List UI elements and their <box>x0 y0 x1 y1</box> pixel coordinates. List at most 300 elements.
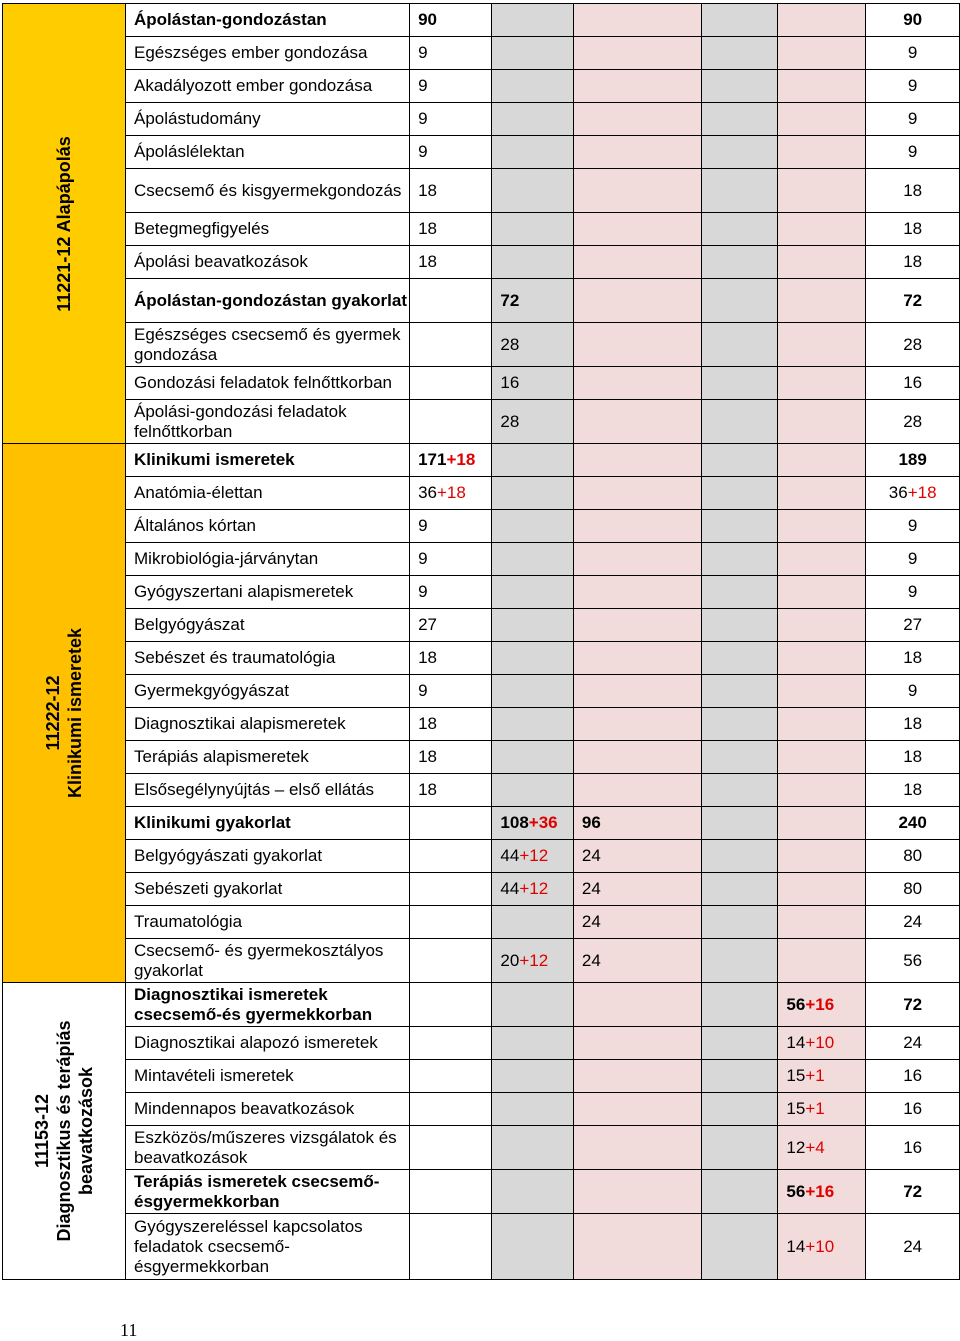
total-value: 9 <box>907 582 918 601</box>
hours-value: 9 <box>418 516 428 535</box>
subject-name: Diagnosztikai alapozó ismeretek <box>126 1027 410 1060</box>
hours-extra: +12 <box>519 879 549 898</box>
hours-col-1 <box>410 246 492 279</box>
hours-col-1 <box>410 37 492 70</box>
table-row <box>3 906 960 939</box>
subject-name: Ápolási beavatkozások <box>126 246 410 279</box>
table-row <box>3 642 960 675</box>
total-value: 18 <box>903 180 923 200</box>
table-row <box>3 400 960 444</box>
hours-value: 9 <box>418 142 428 161</box>
hours-col-4 <box>701 1027 778 1060</box>
hours-col-5 <box>778 1027 866 1060</box>
subject-name: Traumatológia <box>126 906 410 939</box>
total-hours <box>866 1170 960 1214</box>
hours-col-5 <box>778 983 866 1027</box>
hours-col-4 <box>701 675 778 708</box>
hours-col-1 <box>410 477 492 510</box>
total-value: 16 <box>903 1066 923 1085</box>
curriculum-table <box>2 3 960 1280</box>
hours-col-1 <box>410 1126 492 1170</box>
hours-col-3 <box>573 543 701 576</box>
hours-col-3 <box>573 983 701 1027</box>
hours-col-3 <box>573 477 701 510</box>
hours-col-5 <box>778 807 866 840</box>
hours-col-3 <box>573 1214 701 1280</box>
total-value: 9 <box>907 43 918 62</box>
section-label: 11222-12 Klinikumi ismeretek <box>43 627 85 799</box>
table-row <box>3 675 960 708</box>
total-value: 80 <box>903 879 923 898</box>
hours-col-2 <box>492 4 573 37</box>
hours-col-3 <box>573 1126 701 1170</box>
hours-extra: +10 <box>805 1033 835 1052</box>
hours-col-3 <box>573 70 701 103</box>
total-hours <box>866 103 960 136</box>
hours-col-2 <box>492 1027 573 1060</box>
hours-col-1 <box>410 983 492 1027</box>
hours-col-4 <box>701 213 778 246</box>
hours-col-5 <box>778 367 866 400</box>
hours-value: 14 <box>786 1236 806 1256</box>
table-row <box>3 983 960 1027</box>
hours-value: 18 <box>418 219 437 238</box>
hours-col-2 <box>492 939 573 983</box>
total-hours <box>866 1060 960 1093</box>
subject-name: Mintavételi ismeretek <box>126 1060 410 1093</box>
hours-col-4 <box>701 136 778 169</box>
hours-col-5 <box>778 37 866 70</box>
total-value: 189 <box>898 450 927 469</box>
hours-col-3 <box>573 169 701 213</box>
section-label-cell <box>3 4 126 444</box>
table-row <box>3 1060 960 1093</box>
hours-col-1 <box>410 169 492 213</box>
hours-col-4 <box>701 477 778 510</box>
table-row <box>3 4 960 37</box>
total-hours <box>866 906 960 939</box>
hours-col-3 <box>573 807 701 840</box>
hours-extra: +16 <box>805 994 835 1014</box>
hours-col-2 <box>492 444 573 477</box>
hours-col-5 <box>778 70 866 103</box>
total-hours <box>866 708 960 741</box>
hours-col-5 <box>778 939 866 983</box>
total-hours <box>866 774 960 807</box>
hours-value: 56 <box>786 1181 806 1201</box>
hours-col-2 <box>492 983 573 1027</box>
hours-col-3 <box>573 939 701 983</box>
subject-name: Ápolástan-gondozástan <box>126 4 410 37</box>
table-row <box>3 1093 960 1126</box>
subject-name: Egészséges ember gondozása <box>126 37 410 70</box>
total-value: 18 <box>903 714 923 733</box>
subject-name: Gyermekgyógyászat <box>126 675 410 708</box>
hours-col-1 <box>410 774 492 807</box>
hours-col-4 <box>701 741 778 774</box>
subject-name: Csecsemő- és gyermekosztályos gyakorlat <box>126 939 410 983</box>
hours-col-2 <box>492 543 573 576</box>
hours-value: 14 <box>786 1033 806 1052</box>
subject-name: Sebészeti gyakorlat <box>126 873 410 906</box>
hours-col-4 <box>701 279 778 323</box>
hours-col-4 <box>701 1170 778 1214</box>
hours-col-3 <box>573 279 701 323</box>
hours-col-5 <box>778 873 866 906</box>
hours-value: 24 <box>581 912 601 931</box>
subject-name: Mikrobiológia-járványtan <box>126 543 410 576</box>
hours-col-4 <box>701 246 778 279</box>
hours-value: 18 <box>418 747 437 766</box>
total-value: 18 <box>903 252 923 271</box>
hours-value: 72 <box>500 290 520 310</box>
hours-col-4 <box>701 1093 778 1126</box>
hours-col-5 <box>778 323 866 367</box>
hours-col-1 <box>410 1060 492 1093</box>
subject-name: Egészséges csecsemő és gyermek gondozása <box>126 323 410 367</box>
hours-col-2 <box>492 873 573 906</box>
total-value: 56 <box>903 950 923 970</box>
hours-value: 90 <box>418 10 437 29</box>
hours-value: 9 <box>418 109 428 128</box>
hours-col-1 <box>410 4 492 37</box>
hours-col-5 <box>778 4 866 37</box>
hours-col-3 <box>573 609 701 642</box>
subject-name: Diagnosztikai alapismeretek <box>126 708 410 741</box>
table-row <box>3 1027 960 1060</box>
subject-name: Gyógyszertani alapismeretek <box>126 576 410 609</box>
table-row <box>3 1126 960 1170</box>
hours-col-2 <box>492 510 573 543</box>
hours-col-4 <box>701 510 778 543</box>
hours-value: 18 <box>418 780 437 799</box>
table-row <box>3 70 960 103</box>
hours-col-1 <box>410 103 492 136</box>
table-row <box>3 444 960 477</box>
hours-col-1 <box>410 609 492 642</box>
hours-col-3 <box>573 741 701 774</box>
hours-col-4 <box>701 37 778 70</box>
hours-col-5 <box>778 103 866 136</box>
total-hours <box>866 642 960 675</box>
total-value: 240 <box>898 813 927 832</box>
hours-col-5 <box>778 576 866 609</box>
table-row <box>3 609 960 642</box>
hours-col-2 <box>492 477 573 510</box>
hours-col-5 <box>778 741 866 774</box>
hours-col-5 <box>778 400 866 444</box>
hours-value: 9 <box>418 549 428 568</box>
hours-extra: +10 <box>805 1236 835 1256</box>
hours-col-2 <box>492 400 573 444</box>
total-value: 16 <box>903 1137 923 1157</box>
hours-col-5 <box>778 840 866 873</box>
hours-extra: +18 <box>446 450 476 469</box>
total-value: 28 <box>903 334 923 354</box>
hours-col-1 <box>410 543 492 576</box>
table-body <box>3 4 960 1280</box>
hours-col-1 <box>410 1027 492 1060</box>
subject-name: Mindennapos beavatkozások <box>126 1093 410 1126</box>
hours-col-4 <box>701 939 778 983</box>
hours-col-5 <box>778 675 866 708</box>
hours-col-5 <box>778 279 866 323</box>
total-value: 9 <box>907 549 918 568</box>
hours-col-1 <box>410 675 492 708</box>
total-value: 72 <box>903 1181 923 1201</box>
hours-value: 24 <box>581 846 601 865</box>
subject-name: Elsősegélynyújtás – első ellátás <box>126 774 410 807</box>
total-value: 18 <box>903 219 923 238</box>
hours-col-2 <box>492 1214 573 1280</box>
hours-extra: +16 <box>805 1181 835 1201</box>
hours-col-1 <box>410 1093 492 1126</box>
subject-name: Gyógyszereléssel kapcsolatos feladatok csecsemő-ésgyermekkorban <box>126 1214 410 1280</box>
hours-col-2 <box>492 213 573 246</box>
hours-col-2 <box>492 576 573 609</box>
total-hours <box>866 741 960 774</box>
hours-col-1 <box>410 444 492 477</box>
hours-col-2 <box>492 1060 573 1093</box>
hours-col-4 <box>701 708 778 741</box>
hours-col-4 <box>701 983 778 1027</box>
hours-col-2 <box>492 1093 573 1126</box>
hours-col-3 <box>573 4 701 37</box>
hours-col-3 <box>573 510 701 543</box>
total-hours <box>866 400 960 444</box>
hours-value: 20 <box>500 950 520 970</box>
hours-col-2 <box>492 609 573 642</box>
hours-col-2 <box>492 279 573 323</box>
total-value: 9 <box>907 109 918 128</box>
hours-col-4 <box>701 169 778 213</box>
hours-col-5 <box>778 169 866 213</box>
hours-value: 171 <box>418 450 447 469</box>
hours-col-2 <box>492 1170 573 1214</box>
hours-col-1 <box>410 642 492 675</box>
hours-col-4 <box>701 367 778 400</box>
total-value: 36 <box>888 483 908 502</box>
hours-col-3 <box>573 400 701 444</box>
section-label-cell <box>3 983 126 1280</box>
hours-col-4 <box>701 1126 778 1170</box>
total-hours <box>866 873 960 906</box>
hours-value: 24 <box>581 879 601 898</box>
subject-name: Klinikumi ismeretek <box>126 444 410 477</box>
hours-value: 27 <box>418 615 437 634</box>
hours-col-1 <box>410 136 492 169</box>
subject-name: Klinikumi gyakorlat <box>126 807 410 840</box>
hours-extra: +1 <box>805 1099 825 1118</box>
total-value: 24 <box>903 1236 923 1256</box>
subject-name: Ápoláslélektan <box>126 136 410 169</box>
hours-col-5 <box>778 1060 866 1093</box>
hours-col-4 <box>701 609 778 642</box>
hours-col-4 <box>701 873 778 906</box>
hours-value: 18 <box>418 252 437 271</box>
hours-col-3 <box>573 367 701 400</box>
table-row <box>3 103 960 136</box>
hours-col-5 <box>778 1093 866 1126</box>
hours-col-1 <box>410 1214 492 1280</box>
hours-col-2 <box>492 840 573 873</box>
hours-col-1 <box>410 906 492 939</box>
hours-col-4 <box>701 543 778 576</box>
table-row <box>3 741 960 774</box>
hours-col-3 <box>573 246 701 279</box>
hours-col-4 <box>701 4 778 37</box>
hours-col-3 <box>573 708 701 741</box>
hours-value: 9 <box>418 43 428 62</box>
hours-col-5 <box>778 609 866 642</box>
total-hours <box>866 1214 960 1280</box>
hours-col-5 <box>778 510 866 543</box>
subject-name: Betegmegfigyelés <box>126 213 410 246</box>
hours-col-5 <box>778 246 866 279</box>
total-hours <box>866 37 960 70</box>
total-value: 28 <box>903 411 923 431</box>
hours-col-4 <box>701 323 778 367</box>
hours-col-5 <box>778 1170 866 1214</box>
hours-col-4 <box>701 103 778 136</box>
hours-value: 56 <box>786 994 806 1014</box>
hours-col-1 <box>410 279 492 323</box>
total-value: 24 <box>903 1033 923 1052</box>
hours-col-1 <box>410 873 492 906</box>
hours-col-1 <box>410 510 492 543</box>
hours-value: 9 <box>418 76 428 95</box>
hours-col-4 <box>701 840 778 873</box>
hours-col-1 <box>410 741 492 774</box>
subject-name: Anatómia-élettan <box>126 477 410 510</box>
hours-value: 9 <box>418 681 428 700</box>
total-hours <box>866 213 960 246</box>
hours-col-2 <box>492 675 573 708</box>
hours-extra: +36 <box>528 813 558 832</box>
hours-col-3 <box>573 1093 701 1126</box>
hours-col-5 <box>778 444 866 477</box>
total-hours <box>866 543 960 576</box>
table-row <box>3 169 960 213</box>
hours-col-3 <box>573 642 701 675</box>
total-value: 16 <box>903 1099 923 1118</box>
hours-col-3 <box>573 840 701 873</box>
hours-col-3 <box>573 103 701 136</box>
hours-col-1 <box>410 323 492 367</box>
page-number: 11 <box>120 1320 138 1340</box>
total-hours <box>866 367 960 400</box>
total-value: 18 <box>903 747 923 766</box>
table-row <box>3 939 960 983</box>
hours-col-1 <box>410 70 492 103</box>
subject-name: Akadályozott ember gondozása <box>126 70 410 103</box>
hours-col-5 <box>778 774 866 807</box>
hours-col-1 <box>410 1170 492 1214</box>
hours-value: 24 <box>581 950 601 970</box>
hours-col-2 <box>492 103 573 136</box>
table-row <box>3 213 960 246</box>
subject-name: Eszközös/műszeres vizsgálatok és beavatkozások <box>126 1126 410 1170</box>
table-row <box>3 1170 960 1214</box>
table-row <box>3 323 960 367</box>
total-value: 16 <box>903 373 923 392</box>
hours-col-3 <box>573 675 701 708</box>
hours-extra: +4 <box>805 1137 825 1157</box>
hours-extra: +18 <box>437 483 466 502</box>
hours-col-2 <box>492 367 573 400</box>
table-row <box>3 37 960 70</box>
total-hours <box>866 840 960 873</box>
total-value: 9 <box>907 76 918 95</box>
hours-col-3 <box>573 1060 701 1093</box>
hours-col-4 <box>701 400 778 444</box>
total-hours <box>866 609 960 642</box>
hours-col-2 <box>492 70 573 103</box>
total-hours <box>866 323 960 367</box>
total-hours <box>866 477 960 510</box>
hours-col-1 <box>410 840 492 873</box>
total-hours <box>866 1126 960 1170</box>
subject-name: Ápolástudomány <box>126 103 410 136</box>
hours-col-5 <box>778 477 866 510</box>
total-hours <box>866 675 960 708</box>
hours-value: 18 <box>418 714 437 733</box>
hours-col-4 <box>701 774 778 807</box>
hours-col-2 <box>492 37 573 70</box>
subject-name: Általános kórtan <box>126 510 410 543</box>
hours-value: 36 <box>418 483 437 502</box>
total-hours <box>866 939 960 983</box>
table-row <box>3 576 960 609</box>
hours-col-1 <box>410 939 492 983</box>
hours-col-4 <box>701 1060 778 1093</box>
hours-col-5 <box>778 1126 866 1170</box>
hours-value: 9 <box>418 582 428 601</box>
total-hours <box>866 169 960 213</box>
subject-name: Sebészet és traumatológia <box>126 642 410 675</box>
hours-col-5 <box>778 642 866 675</box>
hours-value: 18 <box>418 648 437 667</box>
hours-col-4 <box>701 444 778 477</box>
subject-name: Diagnosztikai ismeretek csecsemő-és gyermekkorban <box>126 983 410 1027</box>
hours-col-2 <box>492 708 573 741</box>
hours-value: 96 <box>581 813 601 832</box>
hours-col-4 <box>701 807 778 840</box>
hours-col-5 <box>778 708 866 741</box>
section-label: 11153-12 Diagnosztikus és terápiás beavatkozások <box>32 1020 96 1242</box>
subject-name: Ápolástan-gondozástan gyakorlat <box>126 279 410 323</box>
subject-name: Csecsemő és kisgyermekgondozás <box>126 169 410 213</box>
table-row <box>3 477 960 510</box>
table-row <box>3 807 960 840</box>
subject-name: Ápolási-gondozási feladatok felnőttkorban <box>126 400 410 444</box>
hours-col-2 <box>492 774 573 807</box>
section-label-cell <box>3 444 126 983</box>
hours-value: 16 <box>500 373 520 392</box>
hours-col-3 <box>573 444 701 477</box>
hours-col-3 <box>573 906 701 939</box>
hours-col-1 <box>410 708 492 741</box>
total-value: 18 <box>903 780 923 799</box>
hours-value: 15 <box>786 1066 806 1085</box>
hours-value: 108 <box>500 813 529 832</box>
hours-col-3 <box>573 213 701 246</box>
total-value: 90 <box>903 10 923 29</box>
hours-col-2 <box>492 741 573 774</box>
total-hours <box>866 983 960 1027</box>
total-value: 9 <box>907 681 918 700</box>
hours-col-2 <box>492 169 573 213</box>
